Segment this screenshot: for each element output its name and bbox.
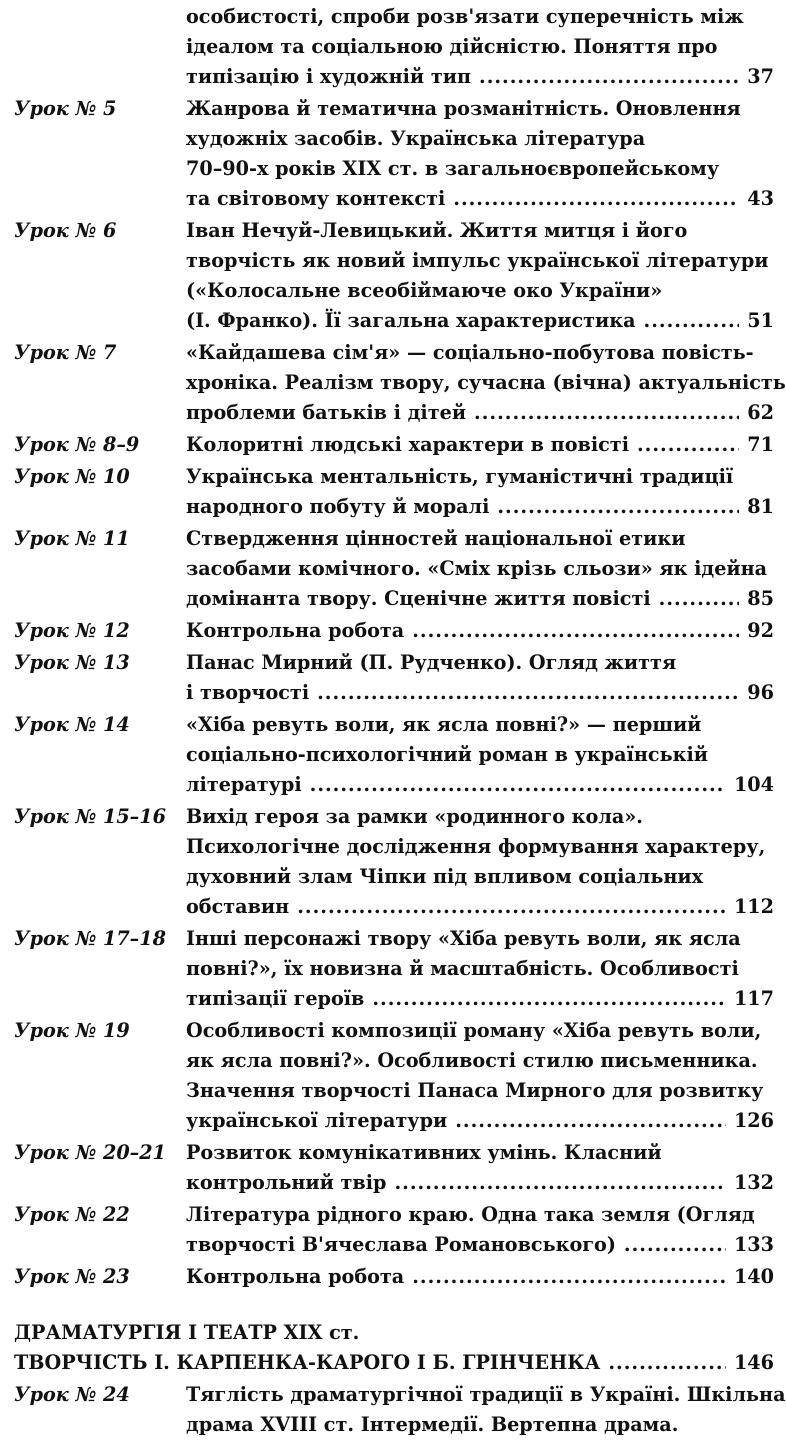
lesson-label: Урок № 13 [14,651,130,674]
lesson-title-line [186,184,774,214]
lesson-label: Урок № 24 [14,1383,130,1406]
lesson-title-line: Значення творчості Панаса Мирного для розвитку [186,1079,764,1102]
lesson-title-line [186,306,774,336]
lesson-title-text: та світовому контексті [186,187,446,210]
lesson-title-line: художніх засобів. Українська література [186,127,646,150]
lesson-title [186,94,774,214]
lesson-title [186,216,774,336]
leader-dots [455,1106,726,1136]
leader-dots [474,398,739,428]
lesson-title-line [186,398,774,428]
lesson-label: Урок № 11 [14,527,130,550]
lesson-label: Урок № 23 [14,1265,130,1288]
section-title-line-1: ДРАМАТУРГІЯ І ТЕАТР XIX ст. [14,1321,360,1344]
lesson-title-text: типізацію і художній тип [186,65,472,88]
lesson-title-text: української літератури [186,1109,448,1132]
lesson-title-line: Література рідного краю. Одна така земля (Огляд [186,1203,755,1226]
lesson-title-line: Тяглість драматургічної традиції в Україні. Шкільна [186,1383,786,1406]
lesson-title-text: творчості В'ячеслава Романовського) [186,1233,616,1256]
lesson-title-text: (І. Франко). Її загальна характеристика [186,309,636,332]
lesson-title-text: Колоритні людські характери в повісті [186,433,629,456]
lesson-title-line: засобами комічного. «Сміх крізь сльози» як ідейна [186,557,768,580]
lesson-label: Урок № 20–21 [14,1141,166,1164]
lesson-title-line: «Кайдашева сім'я» — соціально-побутова повість- [186,341,754,364]
lesson-title-line: творчість як новий імпульс української літератури [186,249,769,272]
lesson-title [186,462,774,522]
lesson-title-text: проблеми батьків і дітей [186,401,467,424]
lesson-label: Урок № 15–16 [14,805,166,828]
lesson-title-line: повні?», їх новизна й масштабність. Особливості [186,957,739,980]
lesson-title-line: Ствердження цінностей національної етики [186,527,686,550]
lesson-label: Урок № 12 [14,619,130,642]
page-number: 71 [747,433,774,456]
lesson-label: Урок № 6 [14,219,117,242]
lesson-title-line [186,770,774,800]
lesson-title-line: особистості, спроби розв'язати суперечність між [186,5,744,28]
lesson-title [186,1138,774,1198]
lesson-label: Урок № 10 [14,465,130,488]
leader-dots [608,1348,726,1378]
lesson-title [186,710,774,800]
leader-dots [624,1230,726,1260]
leader-dots [479,62,739,92]
leader-dots [372,984,726,1014]
lesson-title-line [186,1262,774,1292]
leader-dots [394,1168,725,1198]
leader-dots [497,492,739,522]
leader-dots [453,184,739,214]
lesson-title [186,802,774,922]
page-number: 117 [733,987,774,1010]
lesson-title-line: Іван Нечуй-Левицький. Життя митця і його [186,219,688,242]
lesson-title [186,648,774,708]
lesson-title-line: драма XVIII ст. Інтермедії. Вертепна драма. [186,1413,679,1436]
lesson-title-text: народного побуту й моралі [186,495,490,518]
page-number: 112 [733,895,774,918]
lesson-title-line: Особливості композиції роману «Хіба ревуть воли, [186,1019,762,1042]
page-number: 43 [747,187,774,210]
page-number: 140 [733,1265,774,1288]
lesson-title-line: 70–90-х років XIX ст. в загальноєвропейському [186,157,720,180]
lesson-title-line: соціально-психологічний роман в українській [186,743,708,766]
lesson-title [186,616,774,646]
lesson-title-line: Інші персонажі твору «Хіба ревуть воли, як ясла [186,927,741,950]
page-number: 92 [747,619,774,642]
lesson-title-line: Українська ментальність, гуманістичні традиції [186,465,734,488]
lesson-title [186,924,774,1014]
lesson-title-text: Контрольна робота [186,619,405,642]
lesson-title-line [186,62,774,92]
lesson-title-text: і творчості [186,681,310,704]
page-number: 133 [733,1233,774,1256]
lesson-label: Урок № 5 [14,97,117,120]
page-number: 81 [747,495,774,518]
lesson-title-line [186,984,774,1014]
page-number: 146 [733,1351,774,1374]
lesson-title-line: як ясла повні?». Особливості стилю письменника. [186,1049,758,1072]
lesson-label: Урок № 14 [14,713,130,736]
lesson-title-line [186,1106,774,1136]
lesson-title-line: «Хіба ревуть воли, як ясла повні?» — перший [186,713,702,736]
lesson-title-line: Жанрова й тематична розманітність. Оновлення [186,97,741,120]
page-number: 51 [747,309,774,332]
lesson-label: Урок № 7 [14,341,117,364]
lesson-title [186,1380,786,1440]
lesson-title [186,338,786,428]
lesson-title-line [186,430,774,460]
page-number: 37 [747,65,774,88]
page-number: 132 [733,1171,774,1194]
page-number: 96 [747,681,774,704]
lesson-label: Урок № 17–18 [14,927,166,950]
lesson-title-line: («Колосальне всеобіймаюче око України» [186,279,663,302]
lesson-title-text: літературі [186,773,302,796]
lesson-label: Урок № 19 [14,1019,130,1042]
leader-dots [317,678,739,708]
leader-dots [297,892,726,922]
section-heading [14,1318,774,1378]
page-number: 62 [747,401,774,424]
leader-dots [637,430,739,460]
lesson-title [186,1016,774,1136]
lesson-title [186,1200,774,1260]
lesson-title-text: типізації героїв [186,987,365,1010]
section-title-line-2 [14,1348,774,1378]
lesson-title-line [186,616,774,646]
lesson-title [186,1262,774,1292]
page-number: 85 [747,587,774,610]
lesson-title-line: Розвиток комунікативних умінь. Класний [186,1141,662,1164]
lesson-title [186,2,774,92]
lesson-label: Урок № 8–9 [14,433,140,456]
lesson-title-line: духовний злам Чіпки під впливом соціальних [186,865,704,888]
leader-dots [310,770,726,800]
lesson-title-line: Психологічне дослідження формування характеру, [186,835,766,858]
lesson-title-line [186,1168,774,1198]
lesson-title-line [186,492,774,522]
lesson-label: Урок № 22 [14,1203,130,1226]
lesson-title-line: Панас Мирний (П. Рудченко). Огляд життя [186,651,677,674]
page-number: 104 [733,773,774,796]
page-number: 126 [733,1109,774,1132]
lesson-title-line [186,1230,774,1260]
leader-dots [659,584,740,614]
lesson-title-text: контрольний твір [186,1171,387,1194]
leader-dots [412,616,739,646]
lesson-title [186,430,774,460]
leader-dots [644,306,740,336]
lesson-title-line [186,892,774,922]
lesson-title-text: Контрольна робота [186,1265,405,1288]
lesson-title-line [186,678,774,708]
leader-dots [412,1262,726,1292]
lesson-title-text: обставин [186,895,290,918]
lesson-title-line [186,584,774,614]
lesson-title-line: хроніка. Реалізм твору, сучасна (вічна) актуальність [186,371,786,394]
lesson-title-line: Вихід героя за рамки «родинного кола». [186,805,643,828]
lesson-title-text: домінанта твору. Сценічне життя повісті [186,587,651,610]
lesson-title-line: ідеалом та соціальною дійсністю. Поняття про [186,35,718,58]
section-title-text: ТВОРЧІСТЬ І. КАРПЕНКА-КАРОГО І Б. ГРІНЧЕНКА [14,1351,601,1374]
lesson-title [186,524,774,614]
